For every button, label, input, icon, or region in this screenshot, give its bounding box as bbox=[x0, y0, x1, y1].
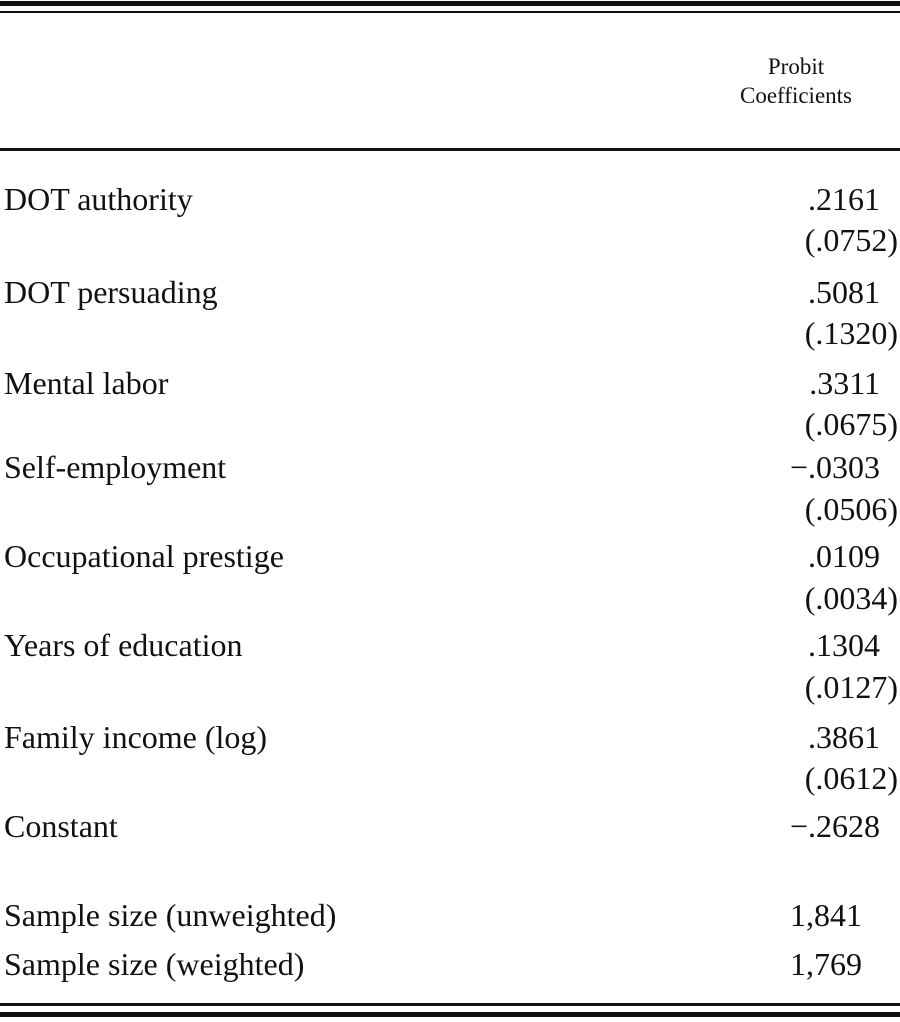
sample-value: 1,841 bbox=[790, 897, 862, 933]
standard-error-value: (.0675) bbox=[804, 406, 898, 442]
standard-error-value: (.0752) bbox=[804, 222, 898, 258]
row-label: Years of education bbox=[4, 627, 243, 663]
sample-value: 1,769 bbox=[790, 946, 862, 982]
bottom-rule-thin bbox=[0, 1003, 900, 1006]
standard-error-value: (.1320) bbox=[804, 315, 898, 351]
standard-error-value: (.0127) bbox=[804, 669, 898, 705]
coefficient-value: .3861 bbox=[808, 719, 880, 755]
coefficient-value: −.2628 bbox=[789, 808, 880, 844]
coefficient-value: .0109 bbox=[808, 538, 880, 574]
row-label: Mental labor bbox=[4, 365, 169, 401]
coefficient-value: .5081 bbox=[808, 274, 880, 310]
column-header bbox=[696, 52, 896, 110]
row-label: Self-employment bbox=[4, 449, 227, 485]
coefficient-value: .2161 bbox=[808, 181, 880, 217]
standard-error-value: (.0506) bbox=[804, 491, 898, 527]
column-header-line-1: Probit bbox=[767, 54, 825, 79]
standard-error-value: (.0034) bbox=[804, 580, 898, 616]
row-label: DOT authority bbox=[4, 181, 193, 217]
bottom-rule-thick bbox=[0, 1012, 900, 1017]
coefficient-value: .3311 bbox=[809, 365, 880, 401]
sample-label: Sample size (unweighted) bbox=[4, 897, 337, 933]
coefficient-value: .1304 bbox=[808, 627, 880, 663]
column-header-line-2: Coefficients bbox=[740, 83, 852, 108]
standard-error-value: (.0612) bbox=[804, 760, 898, 796]
header-rule bbox=[0, 148, 900, 151]
row-label: Constant bbox=[4, 808, 118, 844]
sample-label: Sample size (weighted) bbox=[4, 946, 305, 982]
top-rule-thin bbox=[0, 11, 900, 13]
row-label: Family income (log) bbox=[4, 719, 268, 755]
coefficient-value: −.0303 bbox=[789, 449, 880, 485]
row-label: DOT persuading bbox=[4, 274, 218, 310]
top-rule-thick bbox=[0, 1, 900, 6]
row-label: Occupational prestige bbox=[4, 538, 284, 574]
